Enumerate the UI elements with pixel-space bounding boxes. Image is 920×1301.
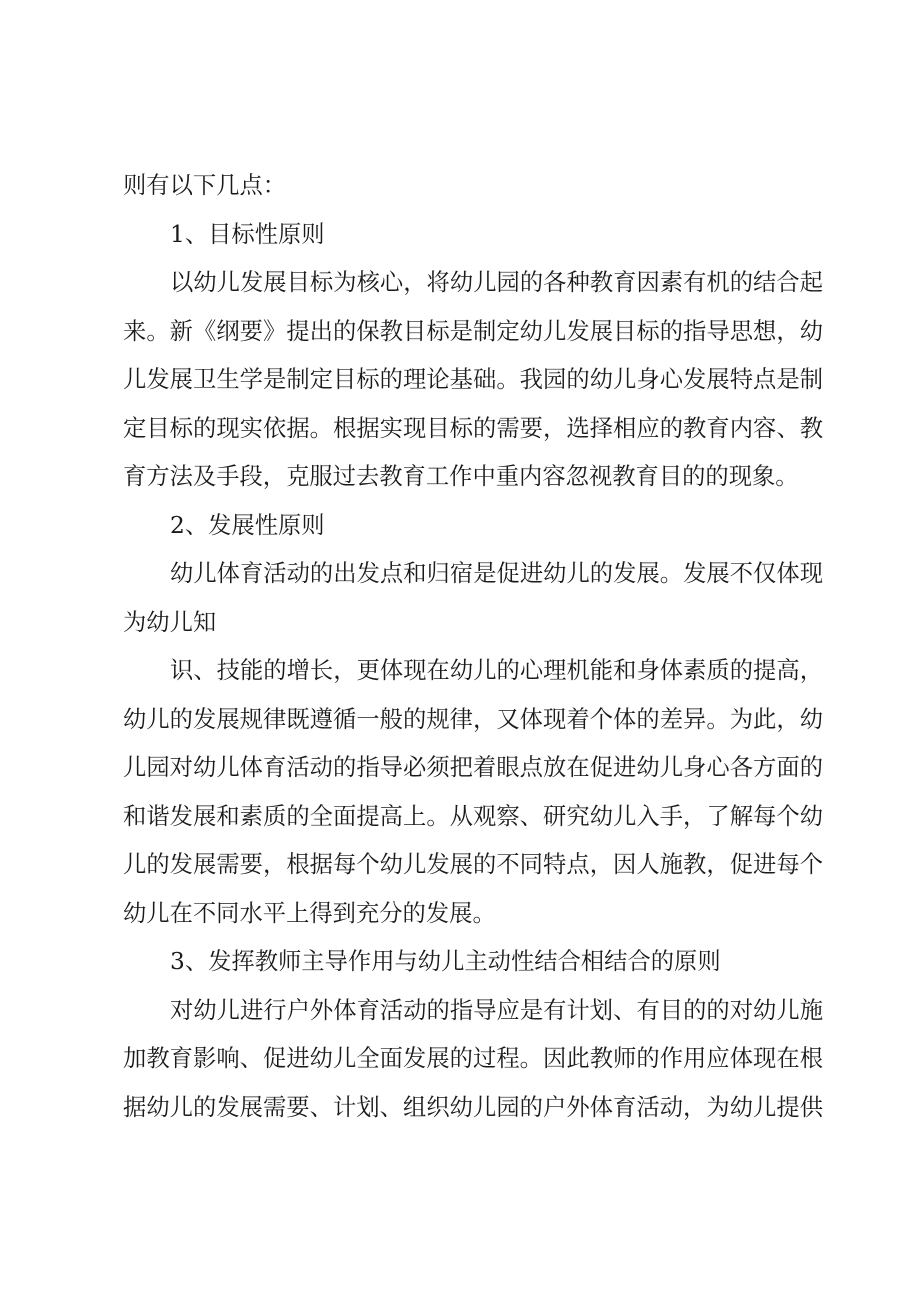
section-heading-1: 1、目标性原则 — [170, 220, 325, 248]
text-line: 幼儿在不同水平上得到充分的发展。 — [123, 899, 496, 927]
text-line: 以幼儿发展目标为核心，将幼儿园的各种教育因素有机的结合起 — [170, 269, 823, 296]
section-heading-2: 2、发展性原则 — [170, 511, 325, 539]
text-line: 儿发展卫生学是制定目标的理论基础。我园的幼儿身心发展特点是制 — [123, 366, 823, 393]
text-line: 对幼儿进行户外体育活动的指导应是有计划、有目的的对幼儿施 — [170, 996, 823, 1024]
document-body — [123, 162, 823, 1132]
section-heading-3: 3、发挥教师主导作用与幼儿主动性结合相结合的原则 — [170, 948, 721, 975]
text-line: 和谐发展和素质的全面提高上。从观察、研究幼儿入手，了解每个幼 — [123, 802, 823, 830]
text-line: 则有以下几点： — [123, 172, 287, 199]
text-line: 为幼儿知 — [123, 608, 217, 636]
text-line: 儿园对幼儿体育活动的指导必须把着眼点放在促进幼儿身心各方面的 — [123, 754, 823, 781]
text-line: 定目标的现实依据。根据实现目标的需要，选择相应的教育内容、教 — [123, 414, 823, 442]
text-line: 据幼儿的发展需要、计划、组织幼儿园的户外体育活动，为幼儿提供 — [123, 1093, 823, 1121]
text-line: 来。新《纲要》提出的保教目标是制定幼儿发展目标的指导思想，幼 — [123, 317, 823, 345]
text-line: 幼儿的发展规律既遵循一般的规律，又体现着个体的差异。为此，幼 — [123, 705, 823, 733]
text-line: 识、技能的增长，更体现在幼儿的心理机能和身体素质的提高， — [170, 657, 823, 684]
text-line: 加教育影响、促进幼儿全面发展的过程。因此教师的作用应体现在根 — [123, 1045, 823, 1072]
text-line: 育方法及手段，克服过去教育工作中重内容忽视教育目的的现象。 — [123, 463, 799, 490]
text-line: 儿的发展需要，根据每个幼儿发展的不同特点，因人施教，促进每个 — [123, 851, 823, 878]
text-line: 幼儿体育活动的出发点和归宿是促进幼儿的发展。发展不仅体现 — [170, 560, 823, 587]
